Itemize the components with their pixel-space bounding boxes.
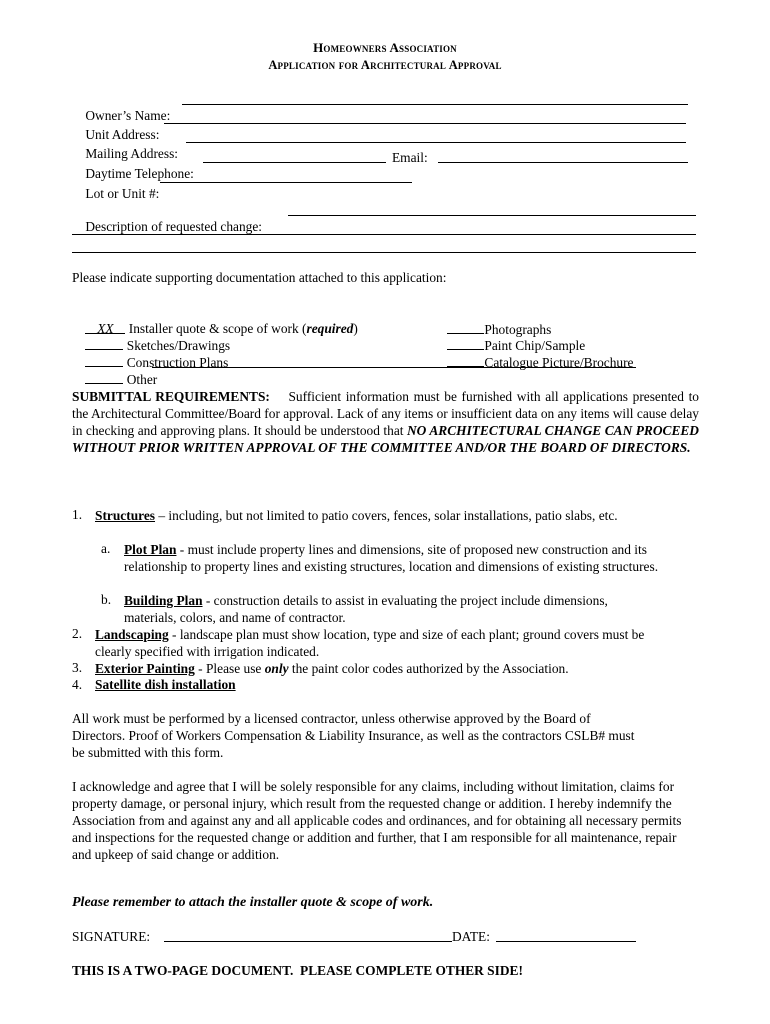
- application-title: Application for Architectural Approval: [268, 58, 502, 72]
- item-title: Structures: [95, 508, 156, 523]
- licensed-contractor-paragraph: All work must be performed by a licensed contractor, unless otherwise approved by the Board of Directors. Proof of Workers Compensation & Liability Insurance, as well as the contractors CSLB# must be submitted with this form.: [72, 711, 635, 760]
- item-4-number: 4.: [72, 677, 83, 692]
- owner-name-field[interactable]: [182, 92, 688, 105]
- doc-item-label: Paint Chip/Sample: [484, 338, 586, 353]
- signature-field[interactable]: [164, 929, 452, 942]
- submittal-text: Sufficient information must be furnished with all applications presented to the Architectural Committee/Board for approval. Lack of any items or insufficient data on any items will cause delay in checking and approving plans. It should be understood that: [72, 389, 699, 438]
- signature-label: SIGNATURE:: [72, 929, 151, 944]
- email-field[interactable]: [438, 150, 688, 163]
- description-label: Description of requested change:: [85, 219, 263, 234]
- lot-field[interactable]: [160, 170, 412, 183]
- doc-item-label: Construction Plans: [126, 355, 229, 370]
- doc-item-label: Other: [126, 372, 158, 387]
- acknowledgement-paragraph: I acknowledge and agree that I will be solely responsible for any claims, including without limitation, claims for property damage, or personal injury, which result from the requested change or addition. I hereby indemnify the Association from and against any and all applicable codes and ordinances, and for obtaining all necessary permits and inspections for the requested change or addition and further, that I am responsible for all maintenance, repair and upkeep of said change or addition.: [72, 779, 682, 862]
- item-b-letter: b.: [101, 592, 112, 607]
- description-field-1[interactable]: [288, 203, 696, 216]
- item-text: - construction details to assist in evaluating the project include dimensions, materials, colors, and name of contractor.: [124, 593, 608, 625]
- item-plot-plan: [124, 541, 684, 575]
- item-text: - must include property lines and dimensions, site of proposed new construction and its relationship to property lines and existing structures, location and dimensions of existing structures.: [124, 542, 659, 574]
- checkbox-blank[interactable]: [447, 354, 484, 367]
- item-title: Plot Plan: [124, 542, 177, 557]
- doc-item-label: Photographs: [484, 322, 552, 337]
- item-satellite-dish: Satellite dish installation: [95, 677, 236, 692]
- item-exterior-painting: [95, 660, 695, 677]
- reminder-text: Please remember to attach the installer quote & scope of work.: [72, 895, 434, 910]
- item-title: Exterior Painting: [95, 661, 195, 676]
- item-structures: [95, 507, 675, 524]
- submittal-emphasis: NO ARCHITECTURAL CHANGE CAN PROCEED WITHOUT PRIOR WRITTEN APPROVAL OF THE COMMITTEE AND/OR THE BOARD OF DIRECTORS.: [72, 423, 699, 455]
- mailing-address-label: Mailing Address:: [85, 146, 179, 161]
- item-landscaping: [95, 626, 665, 660]
- email-label: Email:: [392, 150, 428, 165]
- unit-address-field[interactable]: [164, 111, 686, 124]
- association-title: Homeowners Association: [313, 40, 457, 55]
- item-text: - Please use: [194, 661, 265, 676]
- doc-item-label: Catalogue Picture/Brochure: [484, 355, 634, 370]
- item-1-number: 1.: [72, 507, 83, 522]
- description-field-3[interactable]: [72, 240, 696, 253]
- supporting-intro: Please indicate supporting documentation attached to this application:: [72, 270, 447, 285]
- owner-name-label: Owner’s Name:: [85, 108, 171, 123]
- item-text: the paint color codes authorized by the Association.: [288, 661, 569, 676]
- submittal-requirements: [72, 388, 699, 456]
- date-field[interactable]: [496, 929, 636, 942]
- doc-item-label: Installer quote & scope of work (: [128, 321, 307, 336]
- checkbox-blank[interactable]: [85, 371, 123, 384]
- doc-item-paren: ): [353, 321, 358, 336]
- item-title: Building Plan: [124, 593, 203, 608]
- telephone-label: Daytime Telephone:: [85, 166, 194, 181]
- submittal-heading: SUBMITTAL REQUIREMENTS:: [72, 389, 270, 404]
- date-label: DATE:: [452, 929, 490, 944]
- mailing-address-field[interactable]: [186, 130, 686, 143]
- required-emphasis: required: [306, 321, 354, 336]
- item-a-letter: a.: [101, 541, 111, 556]
- doc-item-catalogue[interactable]: [434, 338, 634, 387]
- item-text: - landscape plan must show location, type and size of each plant; ground covers must be clearly specified with irrigation indicated.: [95, 627, 645, 659]
- item-2-number: 2.: [72, 626, 83, 641]
- unit-address-label: Unit Address:: [85, 127, 160, 142]
- checkmark-blank[interactable]: XX: [85, 321, 125, 334]
- telephone-field[interactable]: [203, 150, 386, 163]
- item-text: – including, but not limited to patio covers, fences, solar installations, patio slabs, etc.: [155, 508, 618, 523]
- doc-item-label: Sketches/Drawings: [126, 338, 231, 353]
- item-title: Landscaping: [95, 627, 169, 642]
- description-field-2[interactable]: [72, 222, 696, 235]
- lot-label: Lot or Unit #:: [85, 186, 160, 201]
- item-building-plan: [124, 592, 644, 626]
- item-3-number: 3.: [72, 660, 83, 675]
- two-page-notice: THIS IS A TWO-PAGE DOCUMENT. PLEASE COMPLETE OTHER SIDE!: [72, 963, 523, 978]
- only-emphasis: only: [264, 661, 289, 676]
